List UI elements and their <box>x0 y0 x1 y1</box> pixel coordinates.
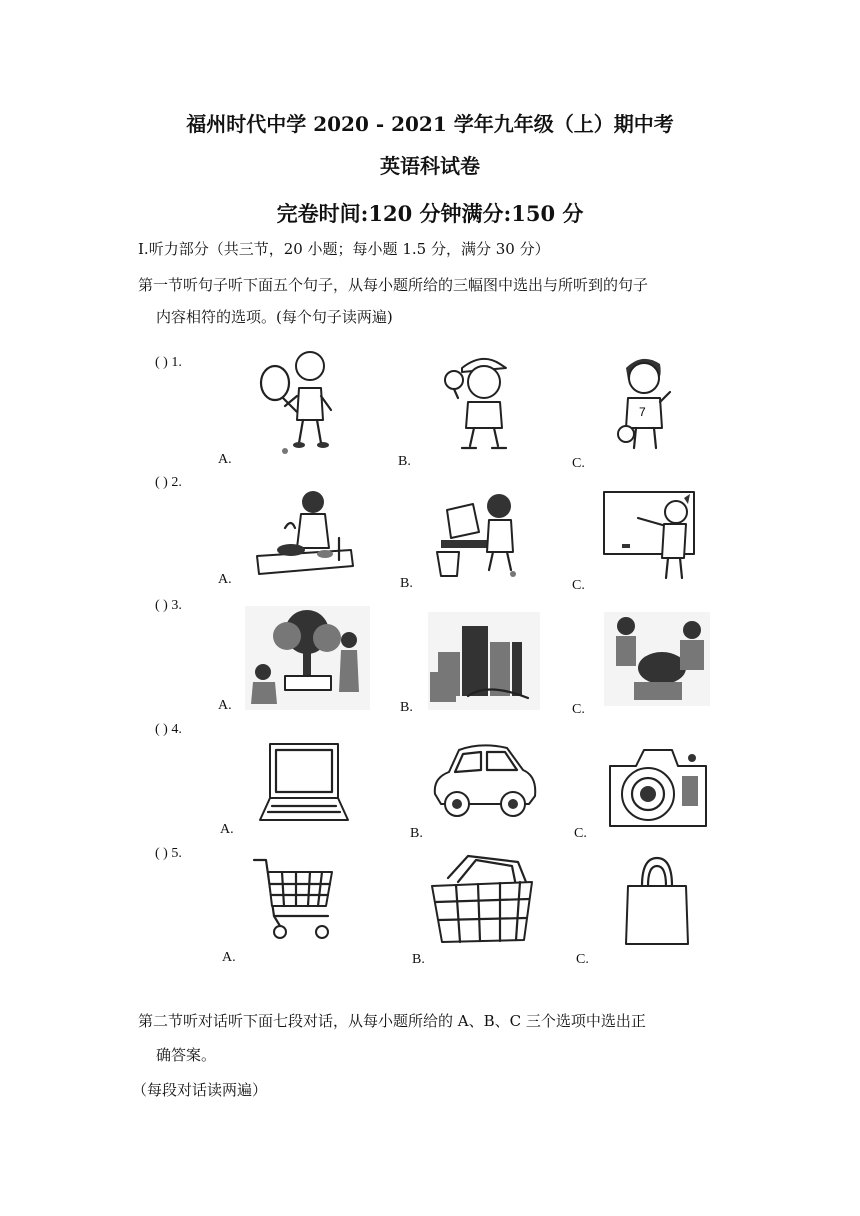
q2-option-b: B. <box>400 576 413 591</box>
tennis-player-icon <box>255 348 345 458</box>
section2-note: （每段对话读两遍） <box>132 1081 268 1099</box>
question-3-label: ( ) 3. <box>155 598 182 613</box>
camera-icon <box>606 742 710 830</box>
tote-bag-icon <box>622 856 692 948</box>
exam-subject: 英语科试卷 <box>380 154 480 178</box>
q1-option-c: C. <box>572 456 585 471</box>
question-4-label: ( ) 4. <box>155 722 182 737</box>
question-1-label: ( ) 1. <box>155 355 182 370</box>
q3-option-b: B. <box>400 700 413 715</box>
q2-option-a: A. <box>218 572 232 587</box>
shopping-cart-icon <box>252 856 338 944</box>
q2-option-c: C. <box>572 578 585 593</box>
q4-option-c: C. <box>574 826 587 841</box>
section1-instruction-cont: 内容相符的选项。(每个句子读两遍) <box>156 308 393 326</box>
section2-instruction: 第二节听对话听下面七段对话，从每小题所给的 A、B、C 三个选项中选出正 <box>138 1012 646 1030</box>
q3-option-c: C. <box>572 702 585 717</box>
laptop-icon <box>258 740 348 826</box>
q4-option-a: A. <box>220 822 234 837</box>
q5-option-b: B. <box>412 952 425 967</box>
q5-option-c: C. <box>576 952 589 967</box>
basketball-player-icon <box>612 352 682 457</box>
question-2-label: ( ) 2. <box>155 475 182 490</box>
shopping-basket-icon <box>428 852 538 946</box>
exam-time-score: 完卷时间:120 分钟满分:150 分 <box>276 201 584 226</box>
computer-worker-icon <box>433 490 525 580</box>
shop-scene-icon <box>604 612 710 706</box>
ping-pong-player-icon <box>440 350 520 455</box>
q3-option-a: A. <box>218 698 232 713</box>
exam-title: 福州时代中学 2020 - 2021 学年九年级（上）期中考 <box>186 112 674 136</box>
park-scene-icon <box>245 606 370 710</box>
svg-text:7: 7 <box>639 405 646 419</box>
part1-heading: I.听力部分（共三节，20 小题；每小题 1.5 分，满分 30 分） <box>138 240 550 258</box>
cook-icon <box>255 488 355 580</box>
q1-option-b: B. <box>398 454 411 469</box>
question-5-label: ( ) 5. <box>155 846 182 861</box>
section1-instruction: 第一节听句子听下面五个句子，从每小题所给的三幅图中选出与所听到的句子 <box>138 276 649 294</box>
q5-option-a: A. <box>222 950 236 965</box>
car-icon <box>425 738 541 824</box>
q4-option-b: B. <box>410 826 423 841</box>
city-scene-icon <box>428 612 540 710</box>
q1-option-a: A. <box>218 452 232 467</box>
section2-instruction-cont: 确答案。 <box>156 1046 217 1064</box>
teacher-at-blackboard-icon <box>600 488 696 580</box>
